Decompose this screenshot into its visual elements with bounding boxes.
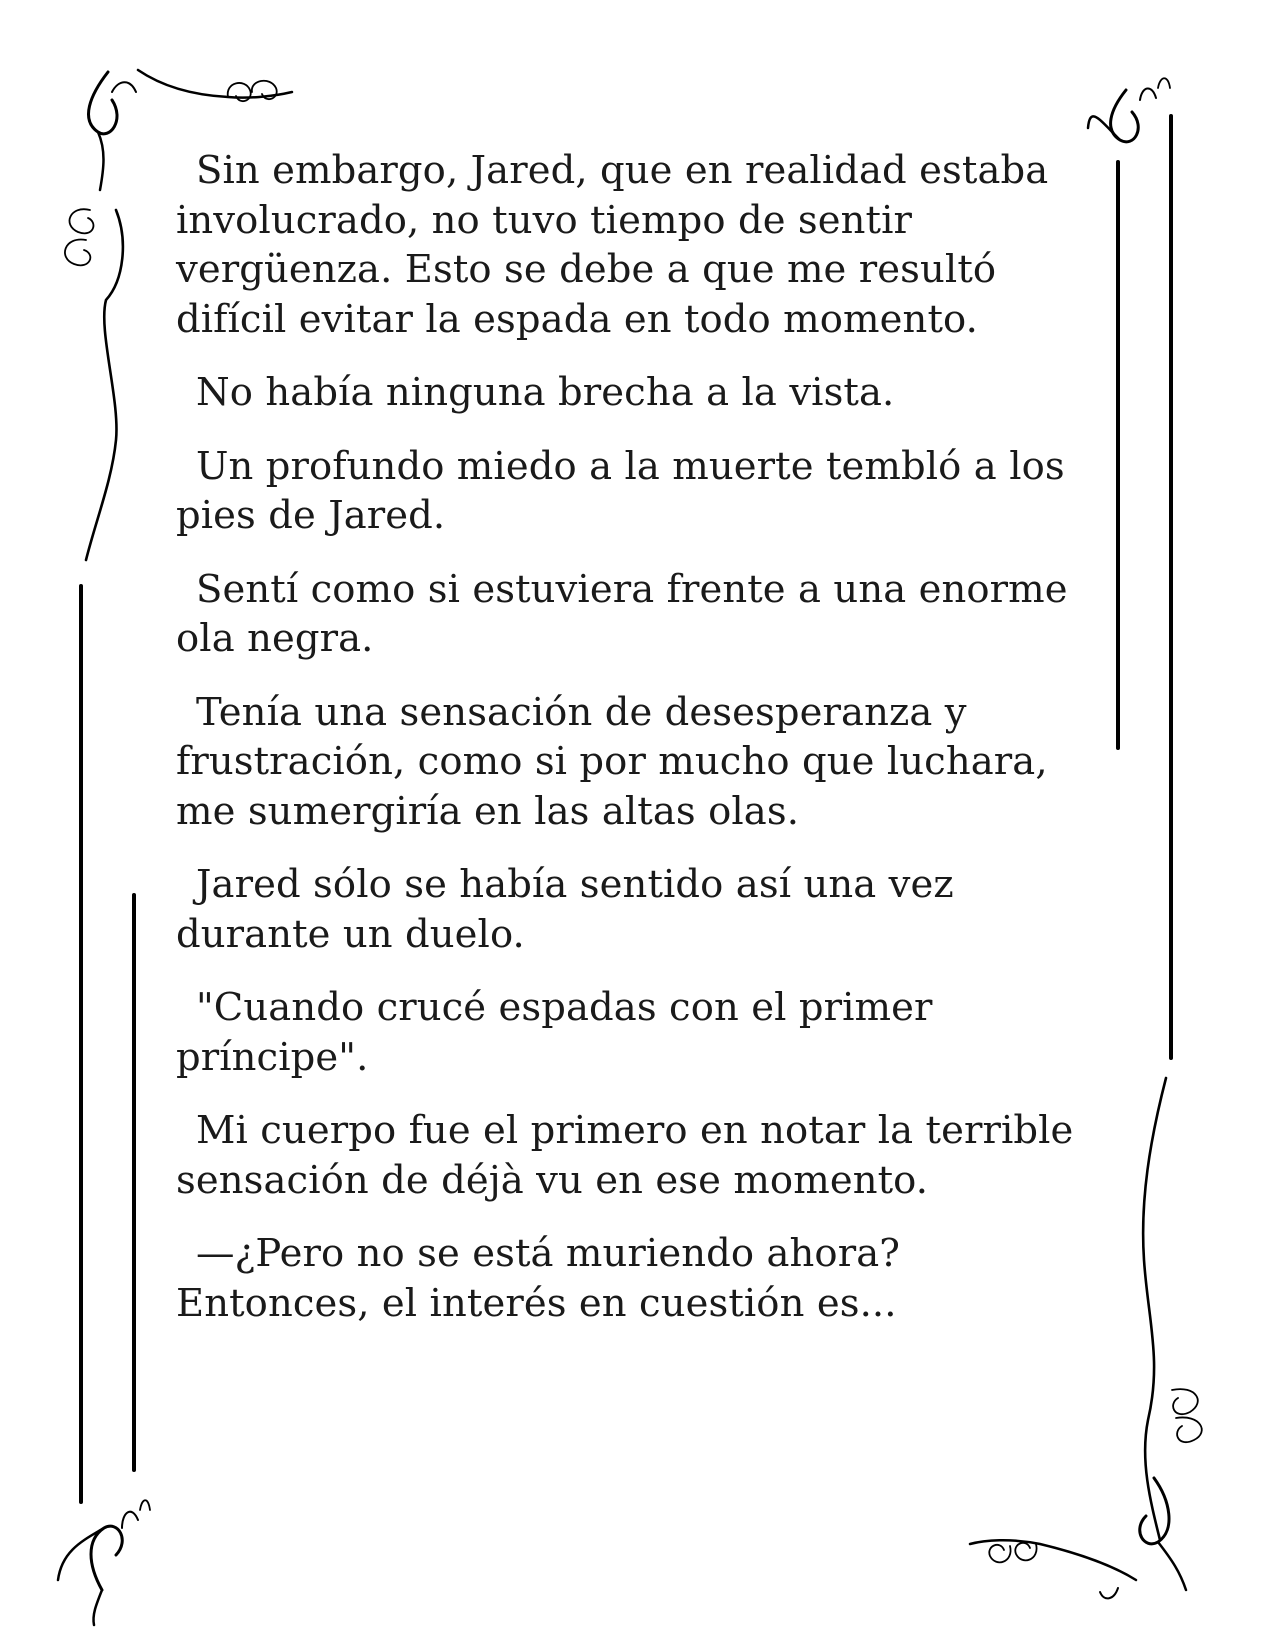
body-text [176, 146, 1076, 1352]
paragraph: Tenía una sensación de desesperanza y frustración, como si por mucho que luchara, me sumergiría en las altas olas. [176, 689, 1048, 834]
paragraph: —¿Pero no se está muriendo ahora? Entonces, el interés en cuestión es... [176, 1231, 901, 1326]
flourish-top-right [1088, 78, 1170, 142]
paragraph: Mi cuerpo fue el primero en notar la terrible sensación de déjà vu en ese momento. [176, 1108, 1074, 1203]
paragraph: Un profundo miedo a la muerte tembló a los pies de Jared. [176, 443, 1065, 538]
flourish-bottom-left [58, 1500, 150, 1625]
paragraph: Sentí como si estuviera frente a una enorme ola negra. [176, 566, 1068, 661]
paragraph: No había ninguna brecha a la vista. [196, 370, 895, 415]
paragraph: Jared sólo se había sentido así una vez durante un duelo. [176, 862, 954, 957]
paragraph: Sin embargo, Jared, que en realidad estaba involucrado, no tuvo tiempo de sentir vergüenza. Esto se debe a que me resultó difícil evitar la espada en todo momento. [176, 148, 1049, 342]
paragraph: "Cuando crucé espadas con el primer príncipe". [176, 985, 933, 1080]
